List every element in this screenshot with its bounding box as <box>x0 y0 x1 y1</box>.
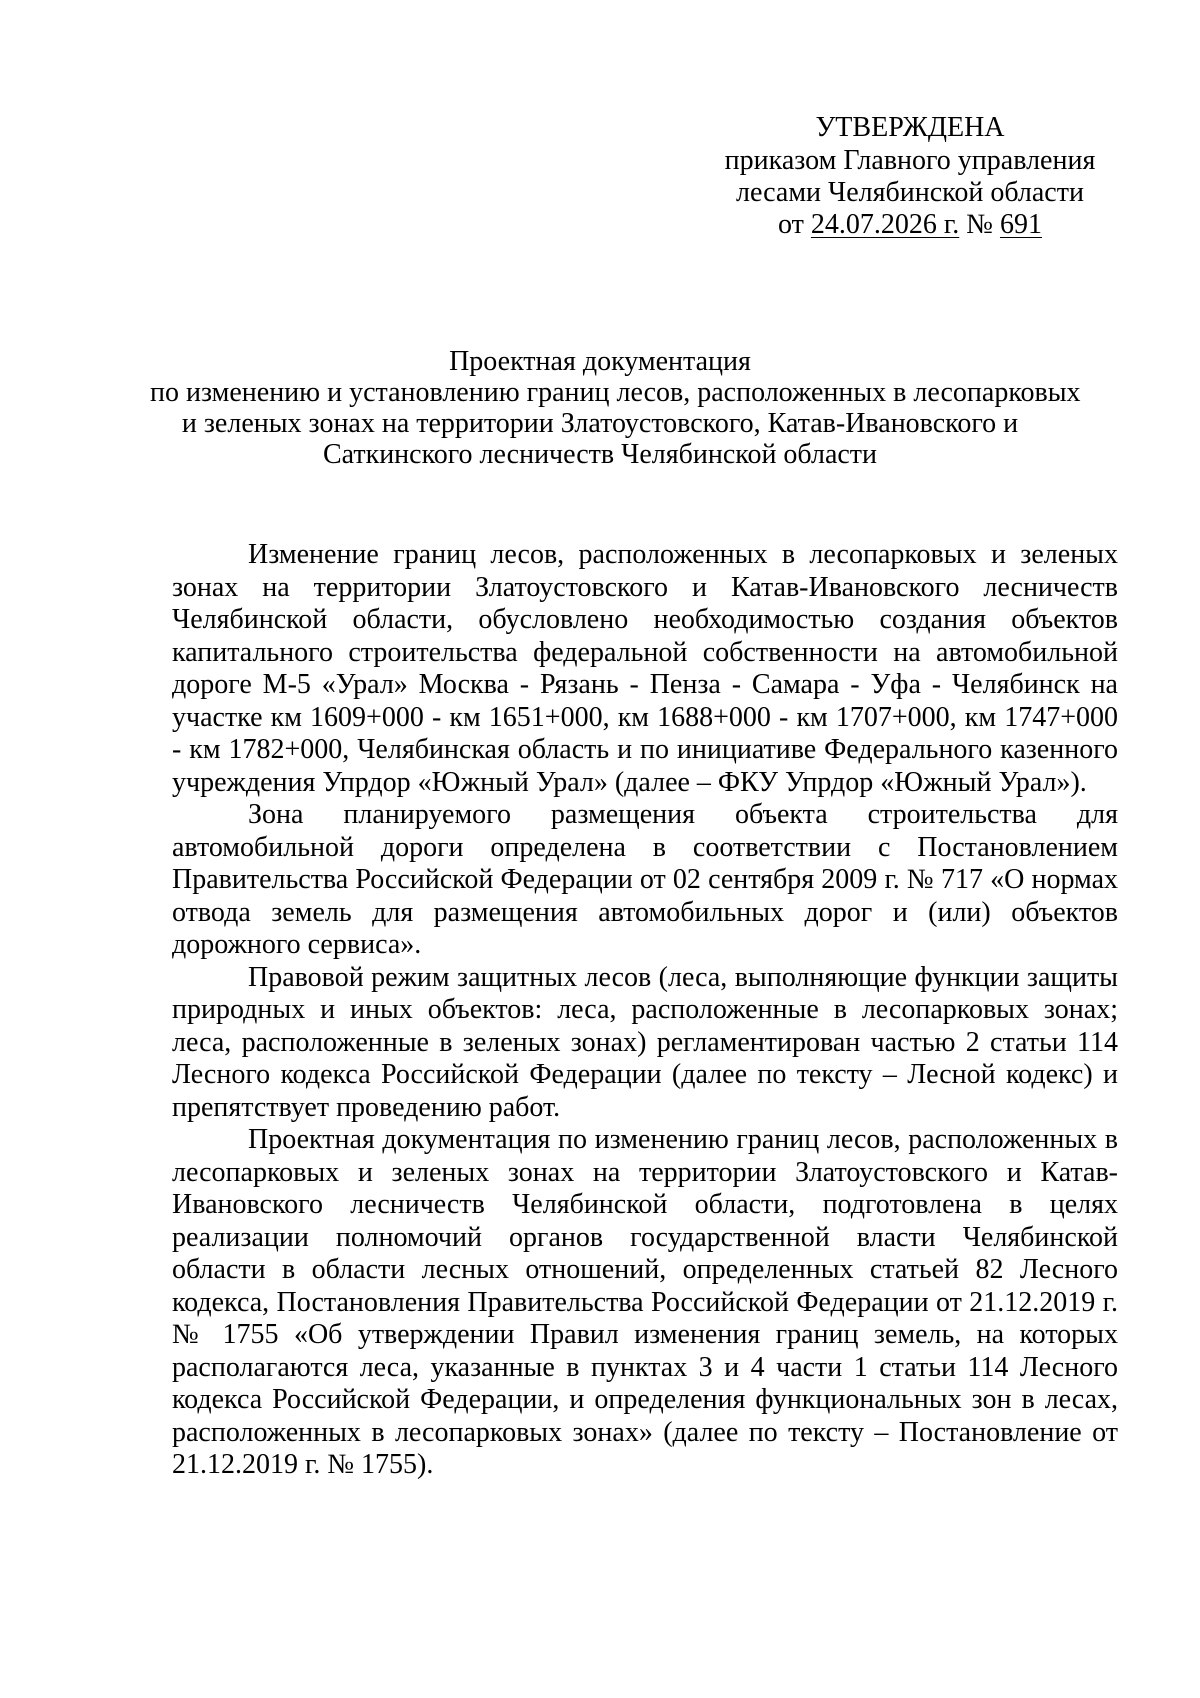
document-title <box>150 346 1081 470</box>
approval-line-date-number <box>700 209 1120 241</box>
body-paragraph-4: Проектная документация по изменению границ лесов, расположенных в лесопарковых и зеленых зонах на территории Златоустовского и Катав-Ивановского лесничеств Челябинской области, подготовлена в целях реализации полномочий органов государственной власти Челябинской области в области лесных отношений, определенных статьей 82 Лесного кодекса, Постановления Правительства Российской Федерации от 21.12.2019 г. № 1755 «Об утверждении Правил изменения границ земель, на которых располагаются леса, указанные в пунктах 3 и 4 части 1 статьи 114 Лесного кодекса Российской Федерации, и определения функциональных зон в лесах, расположенных в лесопарковых зонах» (далее по тексту – Постановление от 21.12.2019 г. № 1755). <box>172 1124 1118 1480</box>
body-paragraph-3: Правовой режим защитных лесов (леса, выполняющие функции защиты природных и иных объектов: леса, расположенные в лесопарковых зонах; леса, расположенные в зеленых зонах) регламентирован частью 2 статьи 114 Лесного кодекса Российской Федерации (далее по тексту – Лесной кодекс) и препятствует проведению работ. <box>172 961 1118 1123</box>
title-line-3: и зеленых зонах на территории Златоустовского, Катав-Ивановского и <box>181 408 1019 439</box>
approval-number: 691 <box>999 209 1042 240</box>
title-line-4: Саткинского лесничеств Челябинской области <box>322 439 878 470</box>
approval-line-authority: лесами Челябинской области <box>736 177 1084 208</box>
body-paragraph-1: Изменение границ лесов, расположенных в лесопарковых и зеленых зонах на территории Златоустовского и Катав-Ивановского лесничеств Челябинской области, обусловлено необходимостью создания объектов капитального строительства федеральной собственности на автомобильной дороге М-5 «Урал» Москва - Рязань - Пенза - Самара - Уфа - Челябинск на участке км 1609+000 - км 1651+000, км 1688+000 - км 1707+000, км 1747+000 - км 1782+000, Челябинская область и по инициативе Федерального казенного учреждения Упрдор «Южный Урал» (далее – ФКУ Упрдор «Южный Урал»). <box>172 539 1118 798</box>
approval-date-prefix: от <box>778 209 804 240</box>
approval-number-sign: № <box>966 209 993 240</box>
body-paragraph-2: Зона планируемого размещения объекта строительства для автомобильной дороги определена в соответствии с Постановлением Правительства Российской Федерации от 02 сентября 2009 г. № 717 «О нормах отвода земель для размещения автомобильных дорог и (или) объектов дорожного сервиса». <box>172 799 1118 960</box>
approval-stamp <box>700 112 1120 241</box>
title-line-1: Проектная документация <box>449 346 751 377</box>
approval-heading: УТВЕРЖДЕНА <box>815 112 1005 143</box>
title-line-2: по изменению и установлению границ лесов, расположенных в лесопарковых <box>150 377 1081 408</box>
approval-line-order: приказом Главного управления <box>724 145 1096 176</box>
document-body <box>172 539 1118 1482</box>
approval-date: 24.07.2026 г. <box>810 209 960 240</box>
